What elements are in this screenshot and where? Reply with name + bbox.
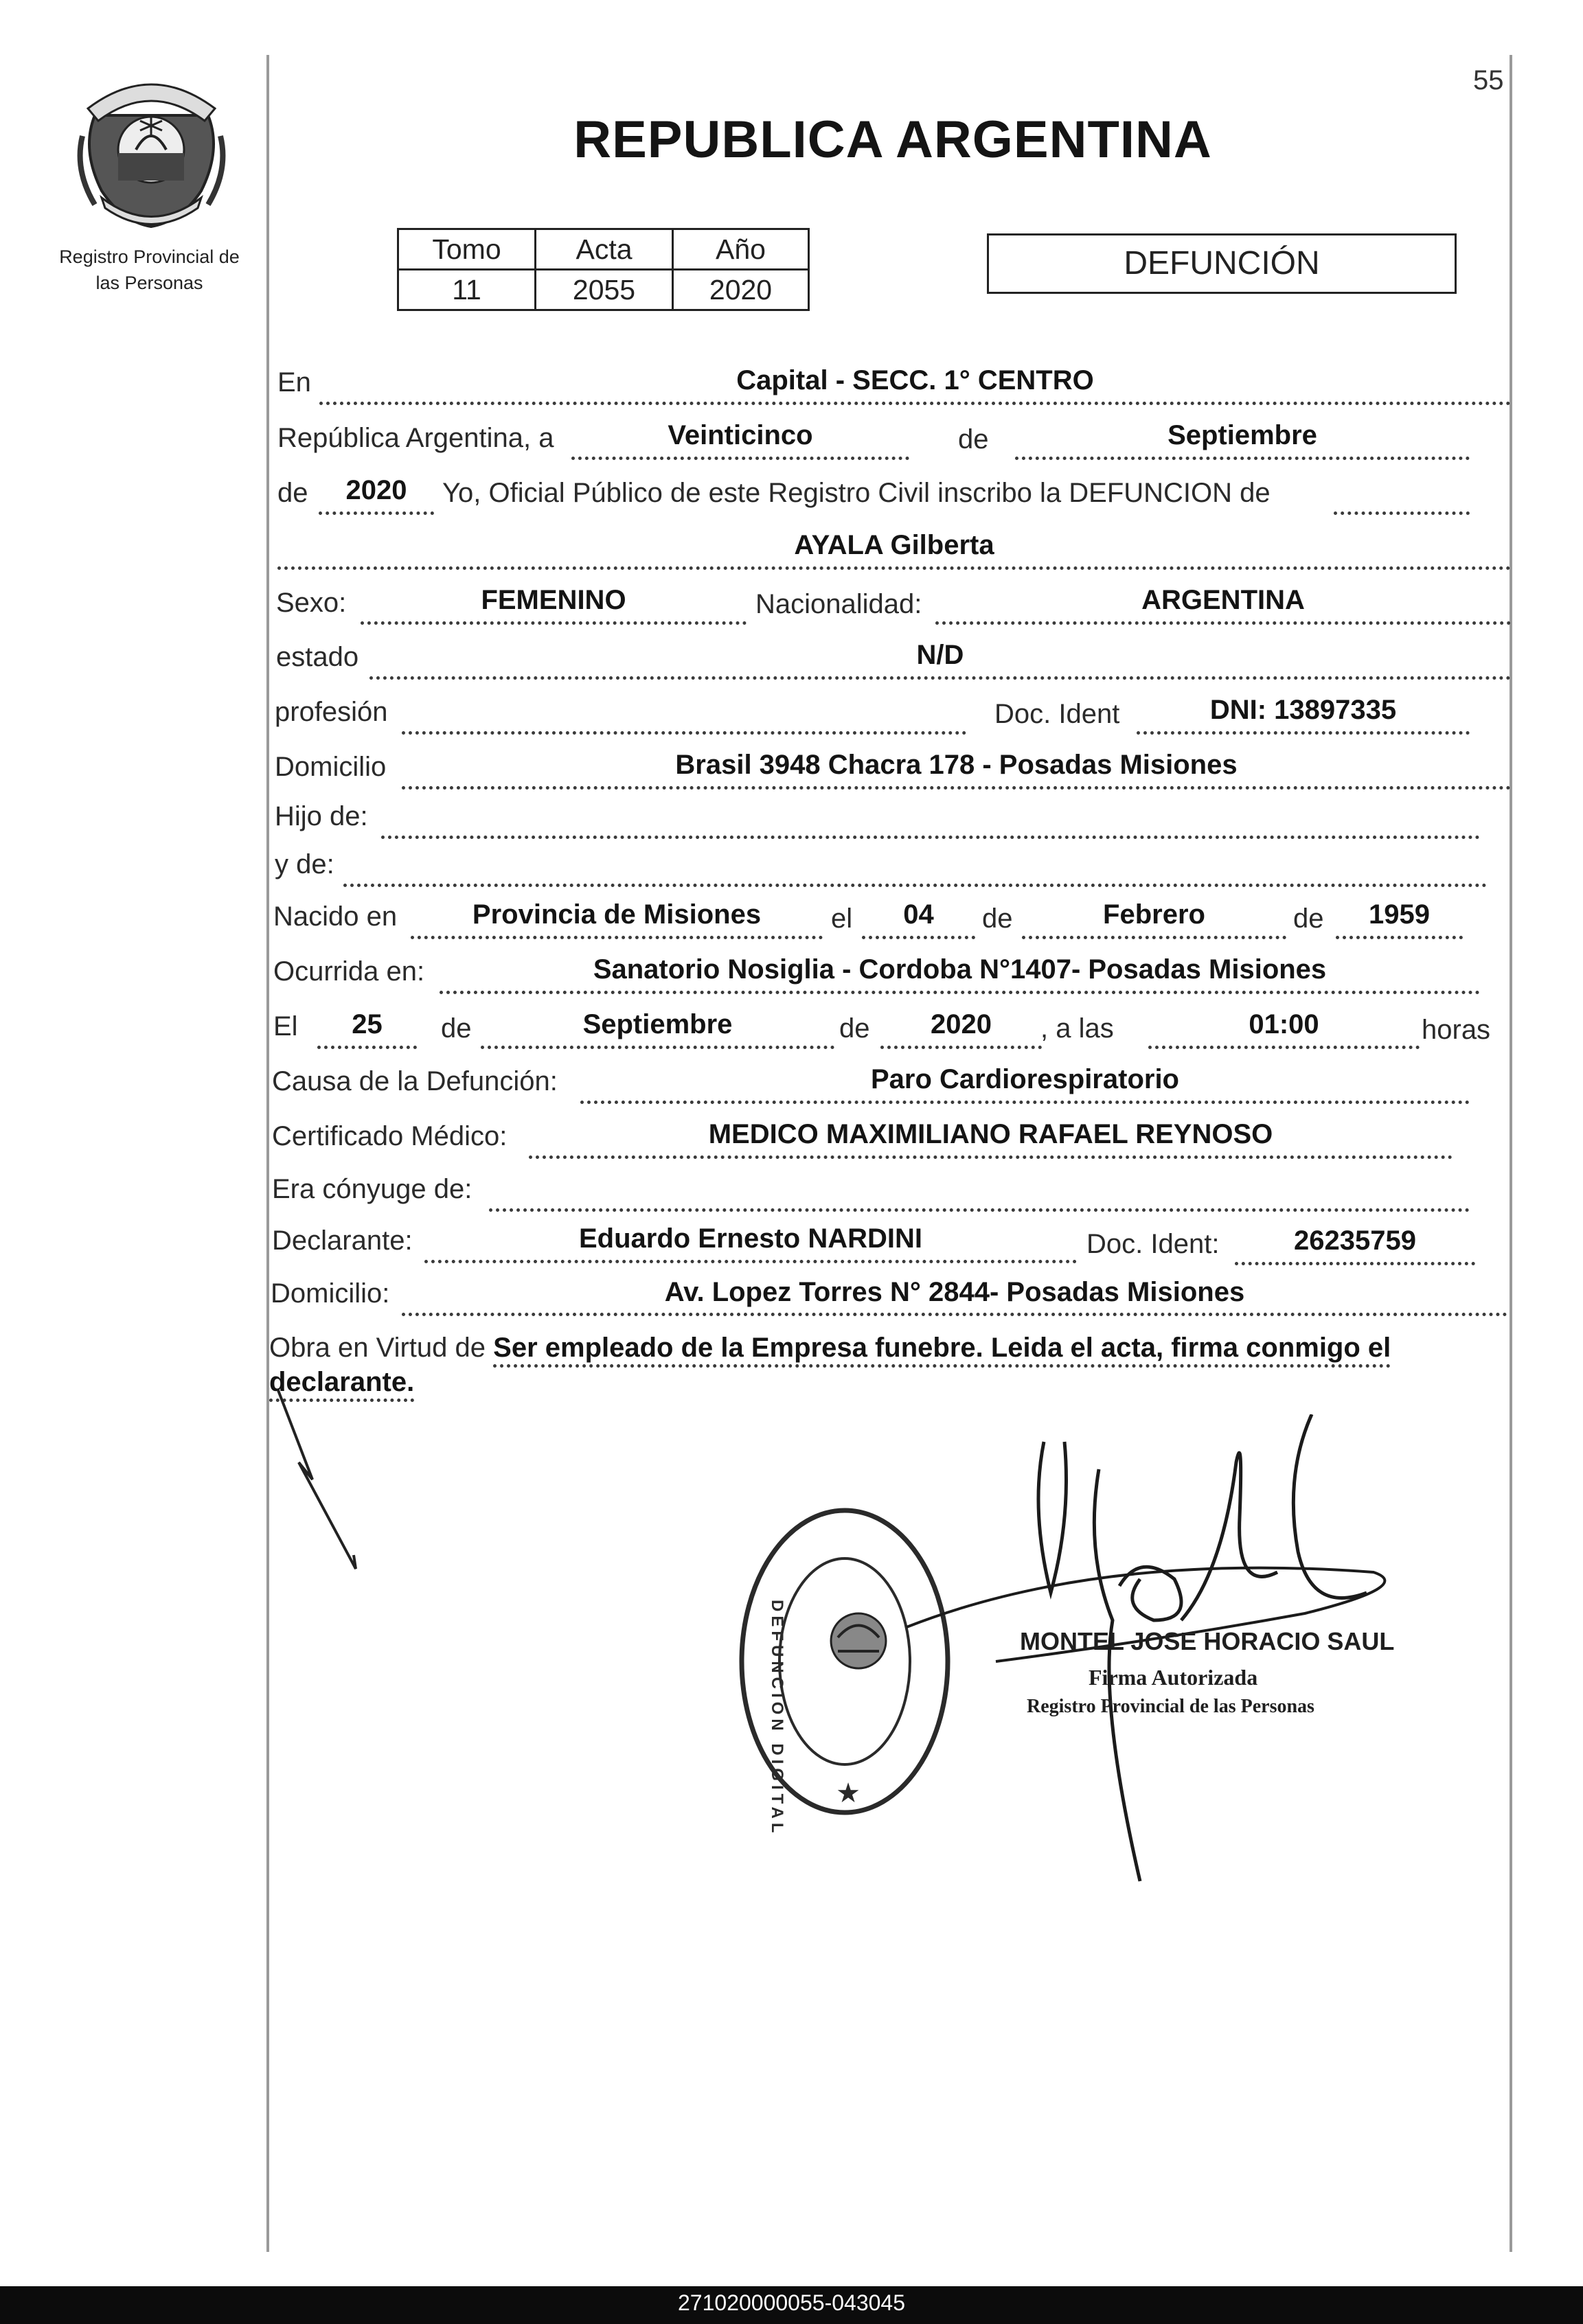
doc-ident2-value: 26235759 [1294, 1226, 1416, 1256]
declarante-value: Eduardo Ernesto NARDINI [578, 1223, 923, 1254]
de-label-6: de [839, 1013, 870, 1044]
year-value: 2020 [345, 475, 407, 505]
registry-name [38, 244, 261, 296]
estado-label: estado [276, 642, 359, 672]
nacido-label: Nacido en [273, 901, 398, 932]
certificado-value: MEDICO MAXIMILIANO RAFAEL REYNOSO [708, 1119, 1273, 1149]
domicilio-label: Domicilio [275, 752, 387, 782]
ocurrida-dotted-line [440, 991, 1480, 994]
doc-ident-value: DNI: 13897335 [1209, 695, 1397, 725]
conyuge-dotted-line [489, 1208, 1470, 1212]
certificado-dotted-line [529, 1155, 1453, 1159]
birth-year-value: 1959 [1369, 899, 1430, 930]
hijo-label: Hijo de: [275, 801, 368, 831]
causa-label: Causa de la Defunción: [272, 1066, 558, 1096]
deceased-name-dotted-line [277, 566, 1511, 570]
barcode-number: 271020000055-043045 [678, 2290, 905, 2315]
record-table-value-row [398, 270, 809, 310]
en-dotted-line [319, 402, 1511, 405]
left-margin-line [266, 55, 269, 2252]
birth-year-dotted-line [1336, 936, 1463, 939]
el2-label: El [273, 1011, 298, 1042]
month-text-value: Septiembre [1168, 420, 1317, 450]
signer-office: Registro Provincial de las Personas [1027, 1696, 1314, 1717]
birth-month-dotted-line [1022, 936, 1286, 939]
intro-text: Yo, Oficial Público de este Registro Civil inscribo la DEFUNCION de [442, 478, 1271, 508]
birth-month-value: Febrero [1103, 899, 1205, 930]
document-title: REPUBLICA ARGENTINA [573, 111, 1212, 169]
death-year-dotted-line [880, 1046, 1042, 1049]
domicilio2-value: Av. Lopez Torres N° 2844- Posadas Misiones [664, 1277, 1245, 1307]
birth-day-dotted-line [862, 936, 975, 939]
declarante-label: Declarante: [272, 1226, 413, 1256]
nacionalidad-value: ARGENTINA [1141, 585, 1305, 615]
value-tomo: 11 [398, 270, 536, 310]
handwritten-signature [893, 1414, 1428, 1898]
causa-dotted-line [580, 1101, 1470, 1104]
conyuge-label: Era cónyuge de: [272, 1174, 472, 1204]
signer-name: MONTEL JOSE HORACIO SAUL [1020, 1627, 1395, 1655]
record-table [397, 228, 810, 311]
registry-name-line1: Registro Provincial de [59, 246, 240, 267]
doc-ident-dotted-line [1137, 731, 1470, 735]
header-tomo: Tomo [398, 229, 536, 270]
death-time-dotted-line [1148, 1046, 1420, 1049]
death-month-value: Septiembre [582, 1009, 733, 1039]
value-acta: 2055 [536, 270, 673, 310]
de-label-4: de [1293, 904, 1324, 934]
doc-ident2-label: Doc. Ident: [1086, 1229, 1220, 1259]
el-label: el [831, 904, 853, 934]
nacionalidad-label: Nacionalidad: [755, 589, 922, 619]
profesion-dotted-line [402, 731, 966, 735]
hijo-dotted-line [381, 836, 1480, 839]
nacionalidad-dotted-line [935, 621, 1511, 625]
en-value: Capital - SECC. 1° CENTRO [736, 365, 1094, 395]
registry-name-line2: las Personas [95, 273, 203, 293]
doc-ident2-dotted-line [1235, 1262, 1475, 1265]
domicilio2-label: Domicilio: [271, 1278, 390, 1309]
estado-value: N/D [916, 640, 964, 670]
intro-trailing-dotted-line [1334, 511, 1470, 515]
header-ano: Año [673, 229, 809, 270]
header-acta: Acta [536, 229, 673, 270]
ocurrida-value: Sanatorio Nosiglia - Cordoba N°1407- Posadas Misiones [593, 954, 1327, 985]
stamp-inner-text: DEFUNCION DIGITAL [768, 1600, 786, 1837]
doc-ident-label: Doc. Ident [994, 699, 1120, 729]
day-text-dotted-line [571, 457, 909, 460]
record-table-header-row [398, 229, 809, 270]
deceased-name-value: AYALA Gilberta [794, 530, 994, 560]
death-time-value: 01:00 [1249, 1009, 1319, 1039]
year-dotted-line [319, 511, 434, 515]
month-text-dotted-line [1015, 457, 1470, 460]
initial-scribble [275, 1387, 371, 1583]
obra-paragraph [269, 1331, 1505, 1399]
de-label-1: de [958, 424, 989, 455]
misiones-crest-logo [74, 67, 229, 232]
svg-text:★: ★ [836, 1778, 861, 1808]
sexo-dotted-line [361, 621, 747, 625]
sexo-value: FEMENINO [481, 585, 626, 615]
declarante-dotted-line [424, 1260, 1077, 1263]
profesion-label: profesión [275, 697, 388, 727]
republica-label: República Argentina, a [277, 423, 554, 453]
nacido-value: Provincia de Misiones [472, 899, 762, 930]
causa-value: Paro Cardiorespiratorio [870, 1064, 1179, 1094]
domicilio-value: Brasil 3948 Chacra 178 - Posadas Misiones [675, 750, 1238, 780]
yde-label: y de: [275, 849, 334, 879]
record-type-box: DEFUNCIÓN [987, 233, 1457, 294]
page-number: 55 [1473, 65, 1504, 95]
domicilio-dotted-line [402, 786, 1511, 790]
domicilio2-dotted-line [402, 1313, 1507, 1316]
alas-label: , a las [1040, 1013, 1114, 1044]
birth-day-value: 04 [903, 899, 934, 930]
signer-role: Firma Autorizada [1089, 1665, 1258, 1690]
death-month-dotted-line [481, 1046, 834, 1049]
de-label-5: de [441, 1013, 472, 1044]
en-label: En [277, 367, 311, 398]
certificado-label: Certificado Médico: [272, 1121, 508, 1151]
estado-dotted-line [369, 676, 1511, 680]
yde-dotted-line [343, 884, 1487, 887]
nacido-dotted-line [411, 936, 823, 939]
death-day-value: 25 [352, 1009, 383, 1039]
obra-label: Obra en Virtud de [269, 1333, 486, 1363]
value-ano: 2020 [673, 270, 809, 310]
sexo-label: Sexo: [276, 588, 347, 618]
death-year-value: 2020 [931, 1009, 992, 1039]
obra-value: Ser empleado de la Empresa funebre. Leida el acta, firma conmigo el declarante. [269, 1333, 1391, 1402]
horas-label: horas [1422, 1015, 1491, 1045]
death-day-dotted-line [317, 1046, 417, 1049]
de-label-2: de [277, 478, 308, 508]
day-text-value: Veinticinco [668, 420, 813, 450]
de-label-3: de [982, 904, 1013, 934]
ocurrida-label: Ocurrida en: [273, 956, 425, 987]
